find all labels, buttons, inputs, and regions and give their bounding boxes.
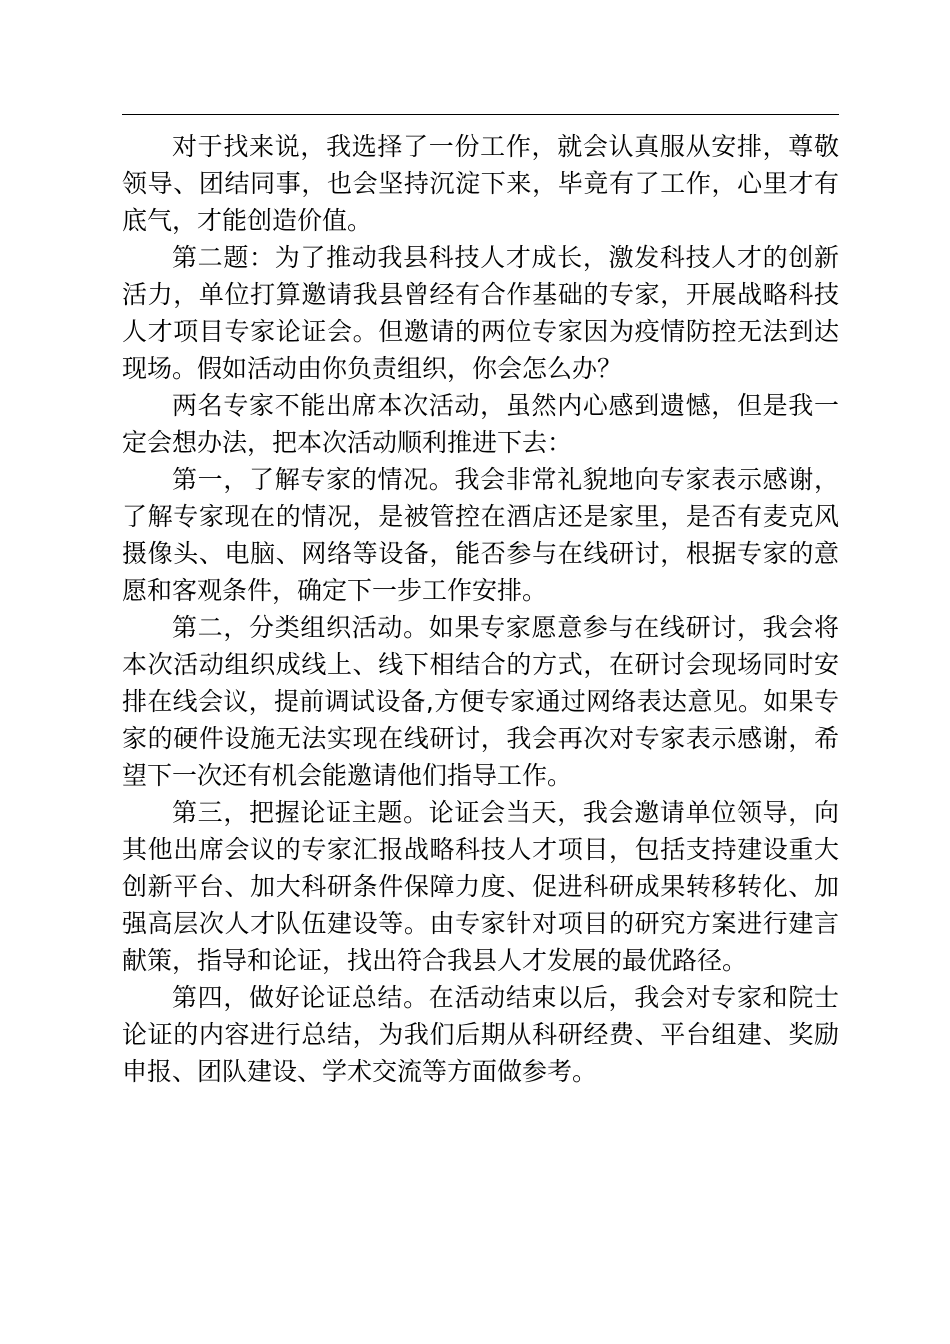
paragraph-step-three: 第三，把握论证主题。论证会当天，我会邀请单位领导，向其他出席会议的专家汇报战略科技人才项目，包括支持建设重大创新平台、加大科研条件保障力度、促进科研成果转移转化、加强高层次人才队伍建设等。由专家针对项目的研究方案进行建言献策，指导和论证，找出符合我县人才发展的最优路径。 <box>122 798 839 975</box>
paragraph-question-two: 第二题：为了推动我县科技人才成长，激发科技人才的创新活力，单位打算邀请我县曾经有合作基础的专家，开展战略科技人才项目专家论证会。但邀请的两位专家因为疫情防控无法到达现场。假如活动由你负责组织，你会怎么办？ <box>122 243 839 383</box>
paragraph-step-one: 第一，了解专家的情况。我会非常礼貌地向专家表示感谢，了解专家现在的情况，是被管控在酒店还是家里，是否有麦克风摄像头、电脑、网络等设备，能否参与在线研讨，根据专家的意愿和客观条件，确定下一步工作安排。 <box>122 465 839 605</box>
paragraph-step-four: 第四，做好论证总结。在活动结束以后，我会对专家和院士论证的内容进行总结，为我们后期从科研经费、平台组建、奖励申报、团队建设、学术交流等方面做参考。 <box>122 983 839 1086</box>
paragraph-answer-opening: 两名专家不能出席本次活动，虽然内心感到遗憾，但是我一定会想办法，把本次活动顺利推进下去： <box>122 391 839 457</box>
header-rule <box>122 114 839 115</box>
paragraph-step-two: 第二，分类组织活动。如果专家愿意参与在线研讨，我会将本次活动组织成线上、线下相结合的方式，在研讨会现场同时安排在线会议，提前调试设备,方便专家通过网络表达意见。如果专家的硬件设施无法实现在线研讨，我会再次对专家表示感谢，希望下一次还有机会能邀请他们指导工作。 <box>122 613 839 790</box>
document-body <box>122 128 839 1090</box>
paragraph-intro-conclusion: 对于找来说，我选择了一份工作，就会认真服从安排，尊敬领导、团结同事，也会坚持沉淀下来，毕竟有了工作，心里才有底气，才能创造价值。 <box>122 132 839 235</box>
